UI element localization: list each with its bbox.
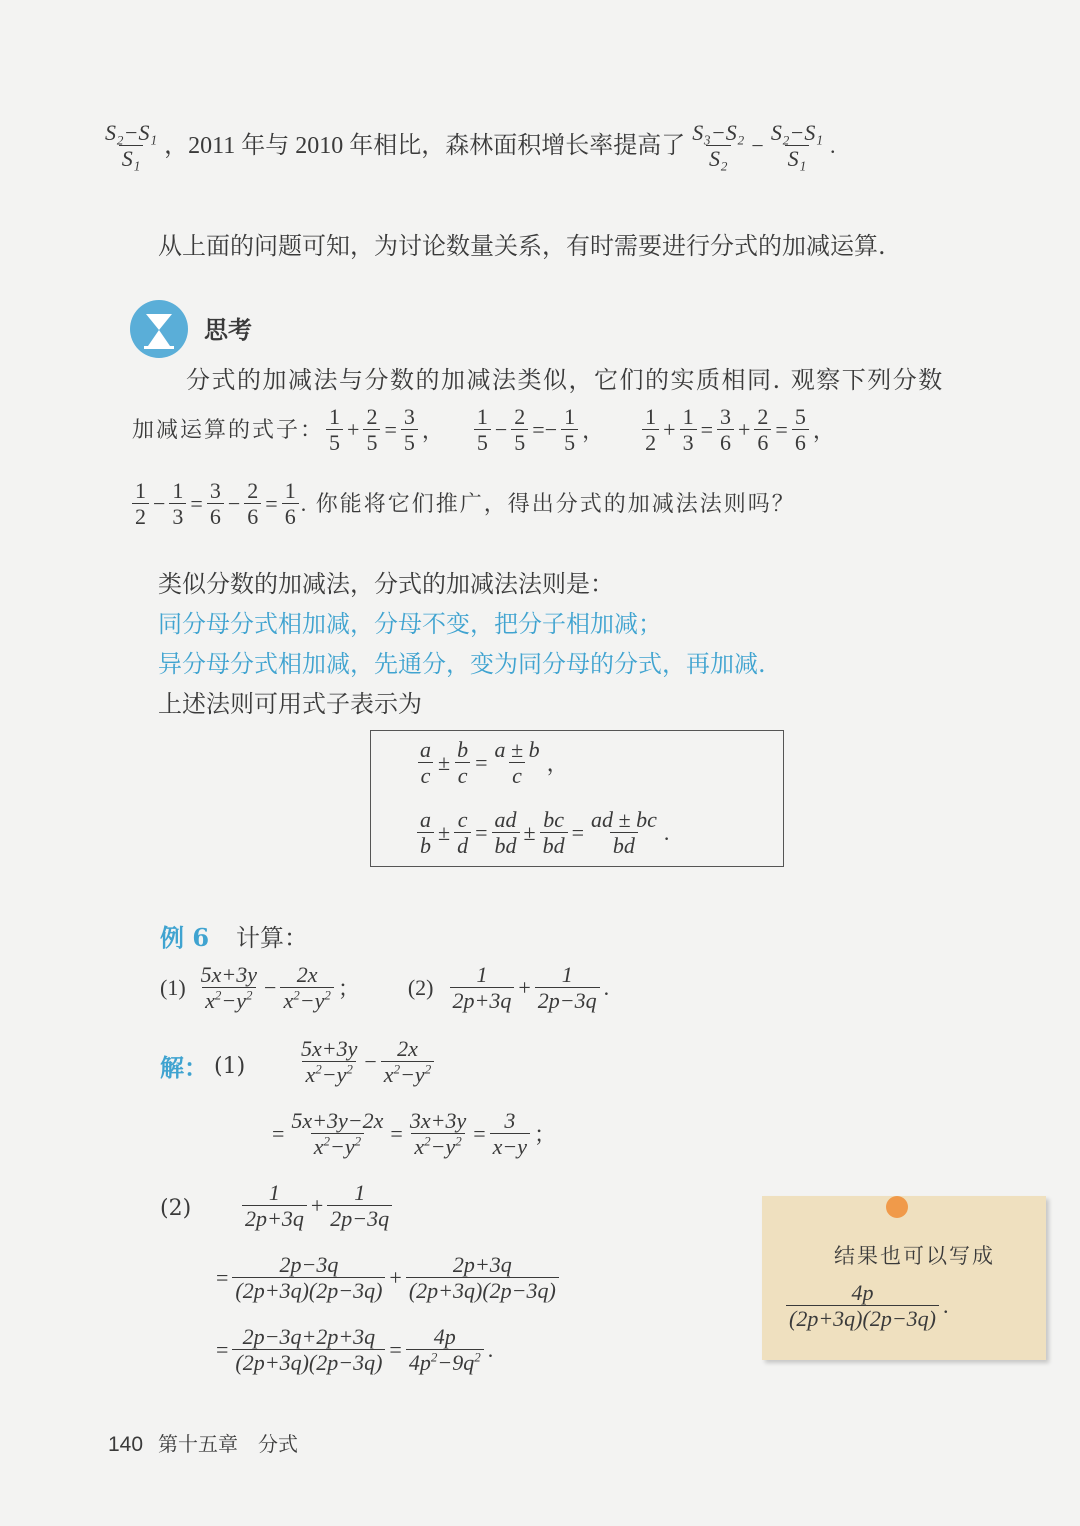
paragraph-text: ，2011 年与 2010 年相比，森林面积增长率提高了 (164, 132, 686, 159)
solution-1-step1: $\frac{5x+3y}{x^2-y^2}$ − $\frac{2x}{x^2-y^2}$ (296, 1036, 436, 1088)
rules-expression-intro: 上述法则可用式子表示为 (158, 690, 422, 718)
fraction: $\frac{\text{S₂−S₁}}{\text{S₁}}$ (770, 120, 823, 172)
fraction: $\frac{\text{S₃−S₂}}{\text{S₂}}$ (692, 120, 745, 172)
pin-icon (886, 1196, 908, 1218)
solution-2-step3: = $\frac{2p-3q+2p+3q}{(2p+3q)(2p-3q)}$ = $\frac{4p}{4p^2-9q^2}$ . (216, 1324, 494, 1376)
chapter-title: 分式 (258, 1432, 298, 1456)
solution-part-1-label: (1) (214, 1054, 246, 1079)
top-line: $\frac{\text{S₂−S₁}}{\text{S₁}}$ ，2011 年与 2010 年相比，森林面积增长率提高了 $\frac{\text{S₃−S₂}}{\text{S₂}}$ − $\frac{\text{S₂−S₁}}{\text{S₁}}$ . (100, 120, 838, 172)
rules-intro: 类似分数的加减法，分式的加减法法则是： (158, 570, 614, 598)
solution-part-2-label: (2) (160, 1196, 192, 1221)
example-problems: (1) $\frac{5x+3y}{x^2-y^2}$ − $\frac{2x}{x^2-y^2}$ ； (2) $\frac{1}{2p+3q}$ + $\frac{1}{2p-3q}$ . (160, 962, 610, 1014)
solution-label: 解： (160, 1053, 208, 1082)
side-note (762, 1196, 1046, 1360)
chapter-label: 第十五章 (158, 1432, 238, 1456)
think-line2: 加减运算的式子： $\frac{1}{5}$ + $\frac{2}{5}$ = $\frac{3}{5}$ ， $\frac{1}{5}$ − $\frac{2}{5}$ =− $\frac{1}{5}$ ， $\frac{1}{2}$ + $\frac{1}{3}$ = $\frac{3}{6}$ + $\frac{2}{6}$ = $\frac{5}{6}$ ， (132, 404, 835, 456)
formula-box: $\frac{a}{c}$ ± $\frac{b}{c}$ = $\frac{a \pm b}{c}$ ， $\frac{a}{b}$ ± $\frac{c}{d}$ = $\frac{ad}{bd}$ ± $\frac{bc}{bd}$ = $\frac{ad \pm bc}{bd}$ . (370, 730, 784, 867)
solution-1-step2: = $\frac{5x+3y-2x}{x^2-y^2}$ = $\frac{3x+3y}{x^2-y^2}$ = $\frac{3}{x-y}$ ； (272, 1108, 557, 1160)
example-task: 计算： (236, 924, 308, 952)
solution-2-step1: $\frac{1}{2p+3q}$ + $\frac{1}{2p-3q}$ (240, 1180, 394, 1232)
solution-2-step2: = $\frac{2p-3q}{(2p+3q)(2p-3q)}$ + $\frac{2p+3q}{(2p+3q)(2p-3q)}$ (214, 1252, 561, 1304)
example-label: 例 6 (160, 923, 210, 952)
note-formula: $\frac{4p}{(2p+3q)(2p-3q)}$ . (784, 1280, 951, 1332)
think-line3: $\frac{1}{2}$ − $\frac{1}{3}$ = $\frac{3}{6}$ − $\frac{2}{6}$ = $\frac{1}{6}$ . 你能将它们推广，得出分式的加减法法则吗？ (130, 478, 796, 530)
note-text: 结果也可以写成 (834, 1244, 995, 1268)
think-icon (130, 300, 188, 358)
rule-same-denominator: 同分母分式相加减，分母不变，把分子相加减； (158, 610, 662, 638)
think-title: 思考 (204, 315, 252, 344)
intro-paragraph: 从上面的问题可知，为讨论数量关系，有时需要进行分式的加减运算. (158, 232, 886, 260)
fraction: $\frac{\text{S₂−S₁}}{\text{S₁}}$ (105, 120, 158, 172)
think-line1: 分式的加减法与分数的加减法类似，它们的实质相同. 观察下列分数 (186, 366, 944, 394)
rule-different-denominator: 异分母分式相加减，先通分，变为同分母的分式，再加减. (158, 650, 766, 678)
page-number: 140 (108, 1433, 144, 1456)
